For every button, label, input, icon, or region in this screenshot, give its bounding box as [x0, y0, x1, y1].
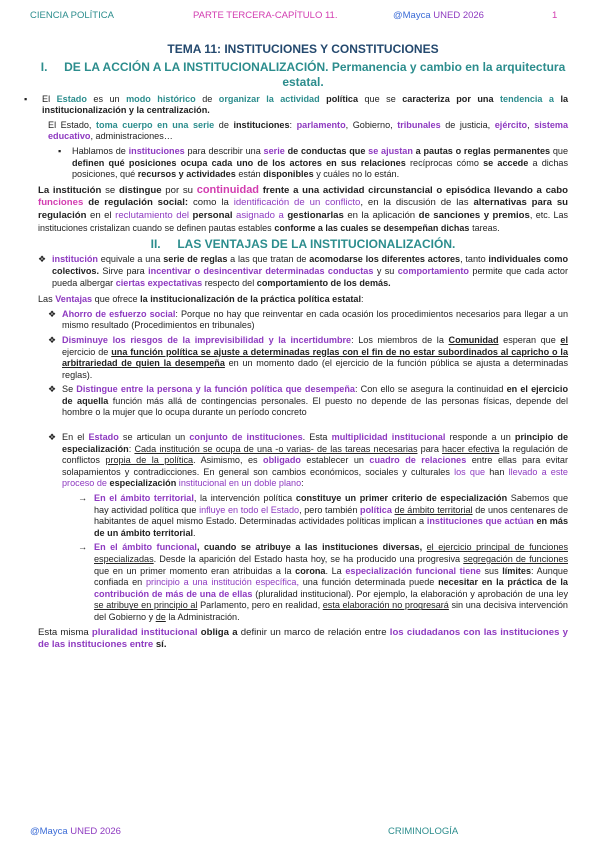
text-run: :	[301, 478, 304, 489]
text-run: La institución	[38, 184, 102, 196]
text-run: sistema educativo	[48, 119, 569, 142]
text-run: instituciones	[233, 119, 290, 130]
text-run: Esta misma	[38, 626, 89, 638]
text-run: ejercicio de	[62, 346, 109, 357]
text-run: entre ellas para evitar solapamientos y contradicciones. En general son cambios económicos, sociales y culturales	[62, 455, 569, 477]
text-run: a pautas o reglas permanentes	[415, 145, 551, 156]
header-subject: CIENCIA POLÍTICA	[30, 10, 114, 21]
text-run: pluralidad institucional	[91, 626, 198, 638]
ventajas-intro	[38, 294, 568, 306]
text-run: obligado	[263, 455, 301, 466]
text-run: , tanto	[460, 254, 486, 265]
text-run: Se	[62, 384, 74, 395]
text-run: : Porque no hay que reinventar en cada ocasión los procedimientos necesarios para llegar a un mismo resultado (Procedimientos en tribunales)	[62, 308, 568, 331]
text-run: DE LA ACCIÓN A LA INSTITUCIONALIZACIÓN. Permanencia y cambio en la arquitectura estatal.	[64, 59, 566, 89]
text-run: de justicia,	[445, 119, 491, 130]
continuity-paragraph	[38, 184, 568, 235]
text-run: responde a un	[449, 432, 511, 443]
text-run: establecer un	[306, 455, 364, 466]
footer-subject: CRIMINOLOGÍA	[388, 826, 459, 837]
text-run: En el ámbito funcional	[94, 542, 197, 553]
text-run: , pero también	[299, 504, 358, 515]
text-run: UNED 2026	[70, 826, 121, 837]
text-run: El	[42, 93, 51, 104]
diamond-bullet-icon: ❖	[48, 384, 57, 395]
diamond-bullet-icon: ❖	[48, 334, 57, 345]
text-run: II.	[150, 236, 161, 251]
text-run: una función política se ajuste a determinadas reglas con el fin de no estar subordinados al capricho o la arbitrariedad de quien la desempeña	[62, 346, 569, 369]
text-run: organizar la actividad	[218, 93, 320, 104]
text-run: (pluralidad institucional). Por ejemplo, la elaboración y aprobación de una ley	[255, 588, 569, 599]
text-run: incentivar o desincentivar determinadas conductas	[148, 265, 374, 276]
text-run: Cada institución se ocupa de una -o varias- de las tareas necesarias	[134, 443, 418, 454]
text-run: serie de reglas	[163, 254, 228, 265]
diamond-bullet-icon: ❖	[48, 308, 57, 319]
text-run: función más allá de contingencias personales. El puesto no depende de las personas físicas, depende del hombre o la mujer que lo ocupa durante un período concreto	[62, 395, 568, 418]
text-run: esperan que	[503, 334, 556, 345]
text-run: . La	[325, 565, 342, 576]
text-run: constituye un primer criterio de especialización	[295, 493, 508, 504]
text-run: de regulación social:	[88, 196, 189, 208]
text-run: Las	[38, 294, 53, 305]
text-run: los que	[454, 466, 486, 477]
text-run: se ajustan	[368, 145, 413, 156]
page-number: 1	[552, 10, 558, 21]
text-run: multiplicidad institucional	[331, 432, 446, 443]
text-run: de aquella	[62, 395, 109, 406]
text-run: en el ejercicio	[506, 384, 568, 395]
text-run: tendencia a	[500, 93, 554, 104]
text-run: Hablamos de	[72, 145, 126, 156]
text-run: límites	[502, 565, 532, 576]
arrow-bullet-icon: →	[78, 493, 88, 504]
text-run: :	[289, 119, 293, 130]
text-run: , etc. Las instituciones cristalizan cuando se definen pautas estables	[38, 209, 569, 233]
text-run: la institucionalización y la centralización.	[42, 93, 569, 116]
text-run: propia de la política	[105, 455, 194, 466]
text-run: acomodarse los diferentes actores	[309, 254, 461, 265]
text-run: Comunidad	[448, 334, 499, 345]
text-run: ejército	[494, 119, 528, 130]
text-run: . Asimismo, es	[193, 455, 258, 466]
text-run: Disminuye los riesgos de la imprevisibilidad y la incertidumbre	[62, 334, 352, 345]
text-run: gestionarlas	[287, 209, 344, 221]
text-run: :	[361, 294, 364, 305]
advantage-distingue	[48, 384, 568, 419]
text-run: reclutamiento del	[115, 209, 190, 221]
square-bullet-icon: ▪	[24, 93, 28, 104]
text-run: tareas.	[472, 222, 500, 233]
text-run: principio de especialización	[62, 432, 569, 454]
footer-credit	[30, 826, 121, 837]
text-run: que en un primer momento eran atribuidas a la	[94, 565, 292, 576]
text-run: es un	[93, 93, 120, 104]
estado-paragraph	[24, 94, 568, 117]
section-2-heading	[38, 236, 568, 251]
text-run: de unos centenares de habitantes de aquel mismo Estado. Determinadas actividades políticas implican a	[94, 504, 569, 527]
text-run: parlamento	[296, 119, 346, 130]
text-run: @Mayca	[30, 826, 68, 837]
diamond-bullet-icon: ❖	[38, 254, 47, 265]
text-run: para	[420, 443, 439, 454]
text-run: por su	[165, 184, 193, 196]
text-run: : Con ello se asegura la continuidad	[354, 384, 504, 395]
text-run: especialización funcional tiene	[345, 565, 481, 576]
text-run: : Los miembros de la	[351, 334, 444, 345]
text-run: caracteriza por una	[402, 93, 494, 104]
text-run: Estado	[56, 93, 87, 104]
text-run: Ahorro de esfuerzo social	[62, 308, 176, 319]
text-run: a dichas posiciones, qué	[72, 157, 569, 180]
estado-institutions-paragraph	[48, 120, 568, 143]
text-run: de sanciones y premios	[418, 209, 530, 221]
page-header	[0, 10, 600, 26]
text-run: el ejercicio principal de funciones especializadas	[94, 542, 569, 564]
header-credit	[393, 10, 484, 21]
text-run: intervención política	[210, 493, 293, 504]
text-run: Estado	[88, 432, 119, 443]
text-run: UNED 2026	[433, 10, 484, 21]
advantage-riesgos	[48, 335, 568, 381]
text-run: de	[155, 611, 166, 622]
text-run: comportamiento	[397, 265, 469, 276]
text-run: respecto del	[204, 277, 255, 288]
text-run: la regulación de conflictos	[62, 443, 568, 466]
text-run: y cuáles no lo están.	[316, 169, 400, 180]
text-run: a las que tratan de	[230, 254, 307, 265]
estado-especializacion	[48, 432, 568, 490]
text-run: , en la discusión de las	[360, 196, 469, 208]
text-run: de ámbito territorial	[394, 504, 473, 515]
text-run: han	[489, 466, 505, 477]
text-run: ,	[527, 119, 530, 130]
text-run: que ofrece	[94, 294, 138, 305]
text-run: corona	[295, 565, 326, 576]
text-run: obliga a	[200, 626, 238, 638]
text-run: de conductas que	[287, 145, 366, 156]
institutions-definition	[58, 146, 568, 181]
text-run: Parlamento, pero en realidad,	[200, 600, 321, 611]
page-footer	[0, 826, 600, 840]
text-run: . Desde la aparición del Estado hasta hoy, se ha producido una progresiva	[153, 554, 461, 564]
text-run: en el	[90, 209, 112, 221]
text-run: sin una decisiva intervención del Gobierno y	[94, 600, 568, 622]
text-run: instituciones	[128, 145, 185, 156]
topic-title: TEMA 11: INSTITUCIONES Y CONSTITUCIONES	[167, 42, 439, 56]
text-run: asignado a	[236, 209, 284, 221]
text-run: sus	[484, 565, 499, 576]
text-run: equivale a una	[100, 254, 161, 265]
text-run: en más de un ámbito territorial	[94, 516, 568, 538]
pluralidad-paragraph	[38, 627, 568, 651]
text-run: de	[218, 119, 229, 130]
text-run: principio a una institución específica,	[146, 577, 299, 588]
text-run: se atribuye en principio al	[94, 600, 198, 611]
text-run: sí.	[155, 638, 167, 650]
text-run: . Esta	[302, 432, 328, 443]
text-run: esta elaboración no progresará	[322, 600, 449, 611]
text-run: recíprocas cómo	[409, 157, 479, 168]
text-run: recursos y actividades	[137, 169, 236, 180]
text-run: que	[552, 145, 569, 156]
text-run: para describir una	[187, 145, 261, 156]
document-body	[24, 42, 569, 654]
text-run: política	[326, 93, 359, 104]
text-run: Sirve para	[102, 265, 145, 276]
text-run: una función determinada puede	[302, 577, 435, 588]
text-run: serie	[263, 145, 285, 156]
arrow-bullet-icon: →	[78, 542, 88, 553]
text-run: influye en todo el Estado	[199, 504, 300, 515]
advantage-ahorro	[48, 309, 568, 332]
text-run: individuales como colectivos.	[52, 254, 569, 276]
text-run: especialización	[109, 478, 177, 489]
text-run: institucional en un doble plano	[178, 478, 302, 489]
text-run: I.	[40, 59, 48, 74]
text-run: definen qué posiciones ocupa cada uno de los actores en sus relaciones	[72, 157, 406, 168]
text-run: modo histórico	[126, 93, 196, 104]
funcional-item	[78, 542, 568, 623]
text-run: y su	[376, 265, 395, 276]
text-run: permite que cada actor pueda albergar	[52, 265, 568, 288]
text-run: instituciones que	[426, 516, 502, 527]
diamond-bullet-icon: ❖	[48, 432, 57, 443]
text-run: definir un marco de relación entre	[240, 626, 387, 638]
text-run: LAS VENTAJAS DE LA INSTITUCIONALIZACIÓN.	[177, 236, 456, 251]
institucion-paragraph	[38, 254, 568, 289]
section-1-heading	[38, 60, 568, 90]
text-run: en la aplicación	[347, 209, 416, 221]
text-run: más de una de ellas	[165, 588, 253, 599]
text-run: como la	[192, 196, 229, 208]
text-run: , cuando se atribuye a las instituciones diversas,	[196, 542, 423, 553]
text-run: conforme a las cuales se desempeñan dichas	[274, 222, 470, 233]
text-run: disponibles	[263, 169, 314, 180]
text-run: actúan	[504, 516, 534, 527]
text-run: hacer efectiva	[442, 443, 500, 454]
text-run: están	[238, 169, 261, 180]
text-run: la institucionalización de la práctica política estatal	[140, 294, 361, 305]
territorial-item	[78, 493, 568, 539]
text-run: el	[560, 334, 569, 345]
text-run: los ciudadanos con las instituciones y	[389, 626, 568, 638]
text-run: distingue	[118, 184, 162, 196]
text-run: comportamiento de los demás.	[256, 277, 391, 288]
text-run: de	[202, 93, 213, 104]
text-run: , la	[193, 493, 208, 504]
text-run: contribución de	[94, 588, 163, 599]
text-run: En el ámbito territorial	[94, 493, 194, 504]
text-run: la Administración.	[168, 611, 240, 622]
text-run: necesitar en la práctica de la	[438, 577, 568, 588]
text-run: se accede	[483, 157, 529, 168]
text-run: política	[360, 504, 392, 515]
text-run: alternativas para su regulación	[38, 196, 569, 221]
text-run: llevado a este proceso de	[62, 466, 568, 489]
text-run: tribunales	[397, 119, 441, 130]
text-run: :	[128, 443, 132, 454]
text-run: se articulan un	[122, 432, 186, 443]
text-run: .	[193, 527, 196, 538]
text-run: ciertas expectativas	[115, 277, 203, 288]
text-run: frente a una actividad circunstancial o episódica llevando a cabo	[262, 184, 568, 196]
text-run: se	[105, 184, 116, 196]
text-run: Distingue entre la persona y la función política que desempeña	[76, 384, 355, 395]
text-run: continuidad	[196, 183, 260, 196]
text-run: conjunto de instituciones	[189, 432, 303, 443]
text-run: identificación de un conflicto	[233, 196, 361, 208]
text-run: , Gobierno,	[345, 119, 393, 130]
text-run: , administraciones…	[90, 131, 173, 142]
text-run: Ventajas	[55, 294, 93, 305]
text-run: : Aunque confiada en	[94, 565, 568, 588]
text-run: En el	[62, 432, 85, 443]
header-part: PARTE TERCERA-CAPÍTULO 11.	[193, 10, 338, 21]
text-run: en un momento dado (el ejercicio de la función pública se ajusta a determinadas reglas).	[62, 358, 568, 380]
text-run: El Estado,	[48, 119, 92, 130]
square-bullet-icon: ▪	[58, 145, 62, 156]
text-run: segregación de funciones	[463, 554, 568, 564]
text-run: personal	[192, 209, 233, 221]
text-run: Sabemos que hay actividad política que	[94, 493, 569, 515]
text-run: institución	[52, 254, 98, 265]
text-run: que se	[364, 93, 396, 104]
text-run: @Mayca	[393, 10, 431, 21]
text-run: funciones	[38, 196, 84, 208]
text-run: de las instituciones entre	[38, 638, 154, 650]
text-run: cuadro de relaciones	[369, 455, 467, 466]
text-run: toma cuerpo en una serie	[96, 119, 215, 130]
